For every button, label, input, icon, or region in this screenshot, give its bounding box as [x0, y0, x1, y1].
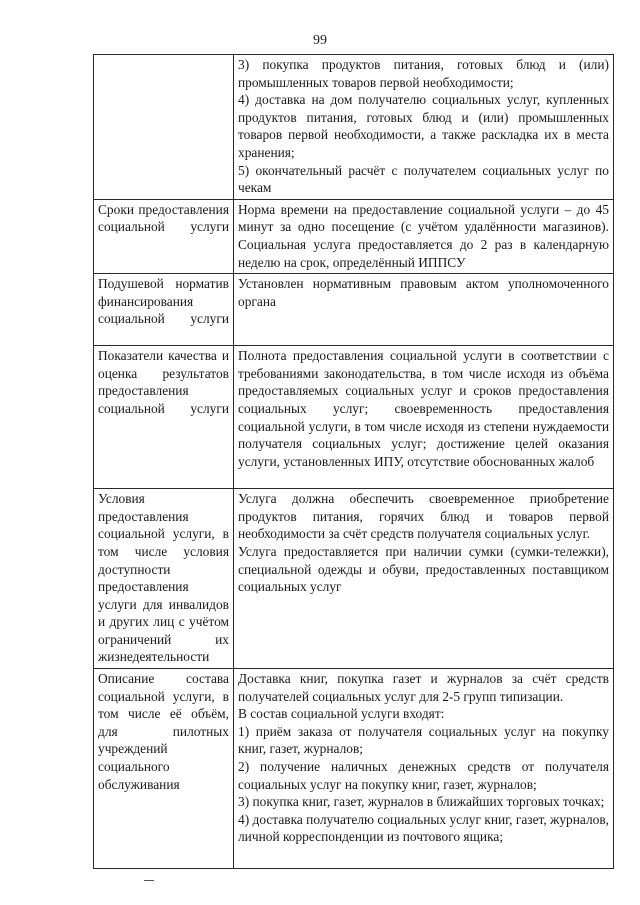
page-number: 99: [313, 33, 327, 48]
row-content: [234, 346, 614, 489]
content-paragraph: 4) доставка на дом получателю социальных услуг, купленных продуктов питания, готовых блюд и (или) промышленных товаров первой необходимости, а также раскладка их в места хранения;: [238, 92, 609, 160]
content-paragraph: Услуга должна обеспечить своевременное приобретение продуктов питания, горячих блюд и товаров первой необходимости за счёт средств получателя социальных услуг.: [238, 491, 609, 542]
row-label: Условия предоставления социальной услуги, в том числе условия доступности предоставления услуги для инвалидов и других лиц с учётом ограничений их жизнедеятельности: [94, 489, 234, 669]
row-label: Описание состава социальной услуги, в том числе её объём, для пилотных учреждений социального обслуживания: [94, 669, 234, 869]
table-row: [94, 274, 614, 346]
content-paragraph: 5) окончательный расчёт с получателем социальных услуг по чекам: [238, 162, 609, 196]
content-paragraph: 3) покупка продуктов питания, готовых блюд и (или) промышленных товаров первой необходимости;: [238, 57, 609, 90]
content-paragraph: 4) доставка получателю социальных услуг книг, газет, журналов, личной корреспонденции из почтового ящика;: [238, 811, 609, 845]
row-content: [234, 274, 614, 346]
content-paragraph: 2) получение наличных денежных средств от получателя социальных услуг на покупку книг, газет, журналов;: [238, 759, 609, 792]
content-paragraph: Услуга предоставляется при наличии сумки (сумки-тележки), специальной одежды и обуви, предоставленных поставщиком социальных услуг: [238, 543, 609, 595]
row-label: Показатели качества и оценка результатов предоставления социальной услуги: [94, 346, 234, 489]
content-paragraph: В состав социальной услуги входят:: [238, 706, 445, 722]
row-content: [234, 55, 614, 200]
content-paragraph: 1) приём заказа от получателя социальных услуг на покупку книг, газет, журналов;: [238, 723, 609, 757]
row-label: Сроки предоставления социальной услуги: [94, 199, 234, 273]
content-paragraph: Установлен нормативным правовым актом уполномоченного органа: [238, 276, 609, 309]
row-label: [94, 55, 234, 200]
row-content: [234, 199, 614, 273]
content-paragraph: Норма времени на предоставление социальной услуги – до 45 минут за одно посещение (с учётом удалённости магазинов). Социальная услуга предоставляется до 2 раз в календарную неделю на срок, определённый ИППСУ: [238, 201, 609, 270]
row-label: Подушевой норматив финансирования социальной услуги: [94, 274, 234, 346]
table-row: [94, 199, 614, 273]
content-paragraph: Доставка книг, покупка газет и журналов за счёт средств получателей социальных услуг для 2-5 групп типизации.: [238, 671, 609, 704]
row-content: [234, 489, 614, 669]
service-table: [93, 54, 614, 869]
content-paragraph: 3) покупка книг, газет, журналов в ближайших торговых точках;: [238, 794, 605, 810]
table-row: [94, 346, 614, 489]
row-content: [234, 669, 614, 869]
table-row: [94, 669, 614, 869]
content-paragraph: Полнота предоставления социальной услуги в соответствии с требованиями законодательства, в том числе исходя из объёма предоставляемых социальных услуг и сроков предоставления социальных услуг; своевременность предоставления социальной услуги, в том числе исходя из степени нуждаемости получателя социальных услуг; достижение целей оказания услуги, установленных ИПУ, отсутствие обоснованных жалоб: [238, 348, 609, 469]
table-row: [94, 489, 614, 669]
scan-mark: [144, 880, 154, 881]
table-row: [94, 55, 614, 200]
